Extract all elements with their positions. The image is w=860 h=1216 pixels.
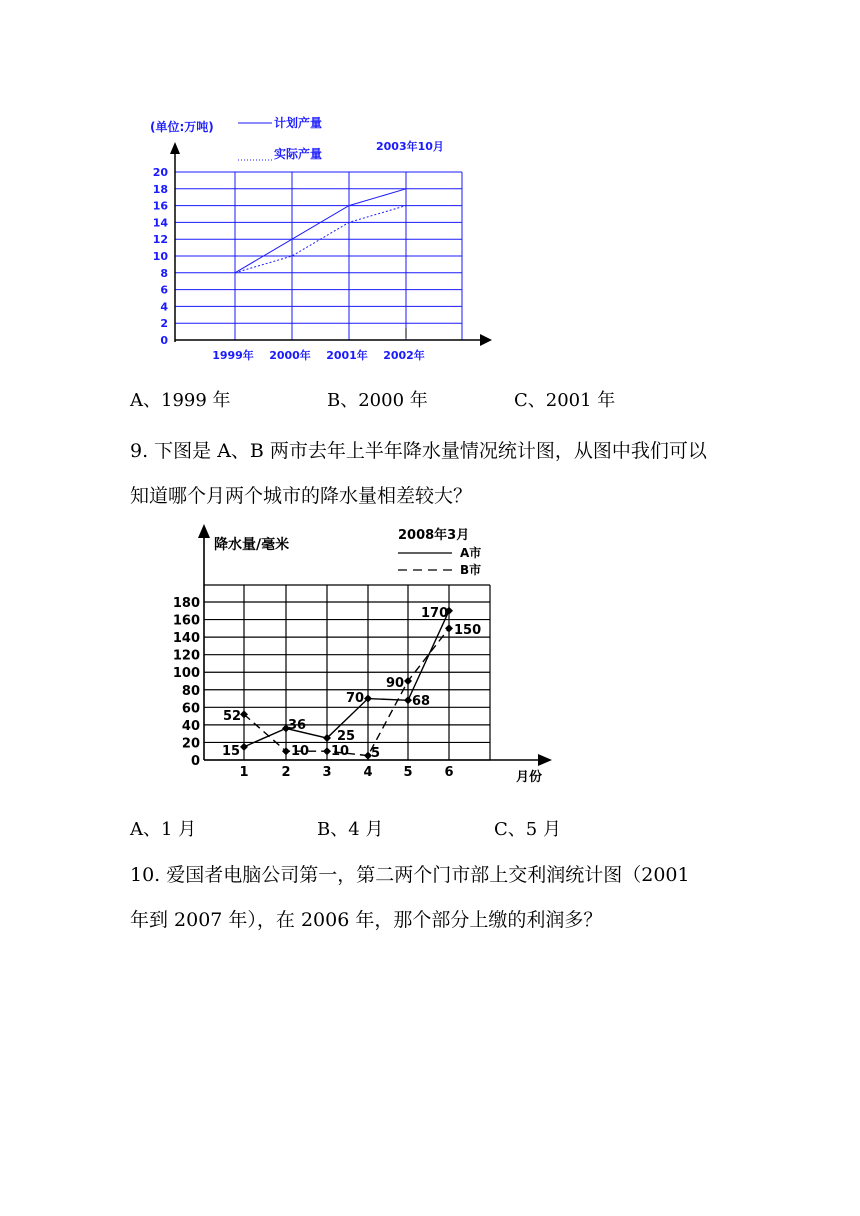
chart1-unit-label: (单位:万吨)	[150, 120, 214, 134]
q8-option-c[interactable]: C、2001 年	[514, 390, 616, 411]
chart2-y-tick-label: 80	[181, 683, 200, 699]
chart2-point-marker	[445, 624, 453, 632]
chart2-data-label: 5	[371, 746, 381, 761]
chart1-y-tick-label: 16	[152, 199, 168, 213]
chart2-date-label: 2008年3月	[398, 528, 470, 543]
q9-option-c[interactable]: C、5 月	[494, 819, 561, 840]
chart1-y-tick-label: 0	[160, 334, 168, 347]
chart2-y-tick-label: 100	[172, 666, 200, 682]
chart1-x-tick-label: 2002年	[383, 349, 425, 362]
chart1-y-tick-label: 10	[152, 250, 168, 263]
chart2-y-tick-label: 160	[172, 613, 200, 629]
chart2-x-tick-label: 6	[444, 765, 454, 780]
chart2-y-tick-label: 180	[172, 596, 200, 611]
chart2-point-marker	[240, 743, 248, 751]
q10-text-line2: 年到 2007 年），在 2006 年，那个部分上缴的利润多？	[130, 909, 603, 931]
q8-option-b[interactable]: B、2000 年	[327, 390, 428, 411]
chart2-data-label: 150	[454, 623, 482, 638]
chart1-y-tick-label: 6	[160, 283, 168, 297]
chart1-legend-planned: 计划产量	[274, 116, 323, 130]
chart2-xlabel: 月份	[516, 770, 543, 785]
chart2-data-label: 70	[346, 691, 365, 706]
chart1-x-tick-label: 2001年	[326, 349, 368, 362]
chart2-y-tick-label: 40	[181, 718, 200, 734]
chart1-legend-actual: 实际产量	[274, 147, 323, 161]
chart2-data-label: 36	[288, 718, 307, 733]
chart2-data-label: 25	[337, 729, 356, 744]
chart2-y-tick-label: 60	[181, 701, 200, 717]
chart2-x-axis-arrow	[538, 754, 552, 766]
chart1-y-tick-label: 20	[152, 166, 168, 179]
chart2-tick-labels	[173, 596, 454, 780]
chart2-x-tick-label: 2	[281, 765, 291, 780]
chart2-data-label: 10	[331, 744, 350, 759]
chart1-x-tick-label: 2000年	[269, 349, 311, 362]
q8-option-a[interactable]: A、1999 年	[130, 390, 231, 411]
chart2-data-label: 170	[421, 606, 449, 621]
chart2-point-marker	[282, 747, 290, 755]
chart2-data-label: 15	[222, 744, 241, 759]
chart2-ylabel: 降水量/毫米	[214, 537, 290, 553]
chart2-y-tick-label: 0	[190, 754, 200, 769]
chart2-series-a	[244, 611, 449, 747]
chart2-y-tick-label: 20	[181, 736, 200, 752]
chart1-y-tick-label: 8	[160, 266, 168, 280]
chart2-y-tick-label: 120	[172, 648, 200, 664]
chart2-data-label: 52	[223, 709, 242, 724]
chart1-y-tick-label: 18	[152, 182, 168, 196]
q9-options	[0, 815, 860, 839]
chart2-y-axis-arrow	[198, 524, 210, 538]
chart2-x-tick-label: 4	[363, 765, 373, 780]
chart1-date-label: 2003年10月	[376, 140, 444, 153]
q9-text-line1: 9. 下图是 A、B 两市去年上半年降水量情况统计图，从图中我们可以	[130, 440, 707, 462]
chart2-legend-b: B市	[460, 563, 482, 577]
q9-text-line2: 知道哪个月两个城市的降水量相差较大？	[130, 485, 473, 507]
q10-text-line1: 10. 爱国者电脑公司第一，第二两个门市部上交利润统计图（2001	[130, 864, 690, 886]
chart2-axes	[198, 524, 552, 766]
q9-option-b[interactable]: B、4 月	[317, 819, 384, 840]
chart2-x-tick-label: 5	[403, 765, 413, 780]
chart2-x-tick-label: 1	[239, 765, 249, 780]
chart2-point-marker	[404, 696, 412, 704]
chart2-legend-a: A市	[460, 546, 482, 560]
chart1-y-tick-label: 12	[152, 233, 168, 247]
chart2-data-label: 10	[291, 744, 310, 759]
q9-option-a[interactable]: A、1 月	[130, 819, 197, 840]
chart1-y-tick-label: 2	[160, 317, 168, 331]
chart2-data-label: 68	[412, 694, 431, 709]
chart2-y-tick-label: 140	[172, 631, 200, 647]
chart2-data-label: 90	[386, 676, 405, 691]
chart1-x-tick-label: 1999年	[212, 349, 254, 362]
chart2-point-marker	[323, 747, 331, 755]
chart1-y-tick-label: 4	[160, 300, 168, 314]
chart2-x-tick-label: 3	[322, 765, 332, 780]
chart1-y-tick-label: 14	[152, 216, 168, 230]
chart2-data-labels	[222, 606, 481, 761]
